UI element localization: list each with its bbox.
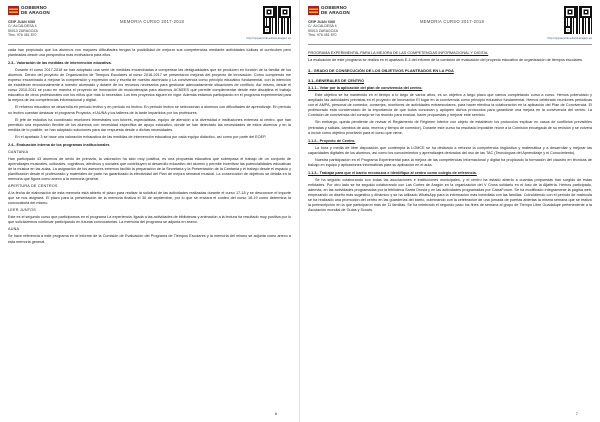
logo-line1: GOBIERNO	[321, 5, 347, 10]
memo-title: MEMORIA CURSO 2017-2018	[420, 19, 485, 24]
paragraph: Se hace referencia a este programa en el informe de la Comisión de Evaluación del Programa de Tiempos Escolares y la memoria del mismo se adjunta como anexo a esta memoria general.	[8, 234, 291, 244]
subsection-heading: 1.1.3.- Trabajar para que el barrio reconozca e identifique al centro como colegio de referencia.	[308, 170, 477, 175]
paragraph: Han participado 43 alumnos de sexto de primaria, la valoración ha sido muy positiva, es una propuesta educativa que sobrepasa el trabajo de un conjunto de aprendizajes musicales, culturales, cognitivos, afectivos y sociales que contribuyen al desarrollo educativo del alumno y permite incentivar las potencialidades educativas de la música en las aulas. La asignación de los asesores externos facilitó la preparación de la Secretaría y la Presentación de la Cantania y el trabajo desde el espacio y planificación desde el profesorado y materiales de parte ha garantizado la efectividad del Plan de mejora semanal musical. La consecución de objetivos se detalla en la memoria que figura como anexo a la memoria general.	[8, 156, 291, 182]
school-info	[308, 20, 338, 38]
page-header	[308, 6, 592, 48]
school-phone: Tfno. 976 451 870	[8, 33, 37, 38]
paragraph: cada han propiciado que los alumnos con mayores dificultades tengan la posibilidad de mejorar sus competencias mediante actividades lúdicas al curriculum pero planteadas desde una perspectiva más motivadora para ellos.	[8, 48, 291, 58]
paragraph: Sin embargo, queda pendiente de revisar el Reglamento de Régimen Interior con objeto de establecer los protocolos explicar en casos de conflictos previsibles (entradas y salidas, cambios de aula, recreos y tiempo de comedor). Durante este curso ha resultado imposible reunir a la Comisión encargada de su revisión y se volverá a incluir como objetivo prioritario para el curso que viene.	[308, 120, 592, 135]
school-city: 50013 ZARAGOZA	[308, 28, 338, 33]
paragraph: Se ha seguido colaborando con todas las asociaciones e instituciones municipales, y el centro ha estado abierto a cuantas propuestas han surgido de estas entidades. Por otro lado se ha seguido colaborando con Las Cortes de Aragón en la organización del V Cross solidario en el foso de la Aljafería. Hemos participado, además, en las actividades programadas por la biblioteca Santa Orosia y en las actividades programadas por CaixaForum. Se ha modificado íntegramente la página web, empezando un diseño más sugestivo y dinámico y se ha utilizado WhatsApp para la información más inmediata con las familias. Coincidiendo con el periodo de matrícula se ha realizado una promoción del centro en las guarderías del barrio, culminando con la celebración de una jornada de puertas abiertas la misma semana que se realizó la preinscripción en la que participaron más de 11 familias. Se ha celebrado el segundo paso los fines de semana al grupo de Tiempo Libre Guadalupe perteneciente a la Asociación mundial de Guías y Scouts.	[308, 177, 592, 213]
aragon-flag-icon	[8, 6, 19, 15]
section-heading: 3.- GRADO DE CONSECUCIÓN DE LOS OBJETIVOS PLANTEADOS EN LA PGA	[308, 68, 454, 74]
paragraph: Nuestra participación en el Programa Experimental para la mejora de las competencias informacional y digital ha propiciado la formación del claustro en técnicas de trabajo en equipo y aplicaciones informáticas para su aplicación en el aula.	[308, 157, 592, 167]
memo-title: MEMORIA CURSO 2017-2018	[120, 19, 185, 24]
program-title: PROGRAMA EXPERIMENTAL PARA LA MEJORA DE LAS COMPETENCIAS INFORMACIONAL Y DIGITAL	[308, 51, 489, 55]
gobierno-aragon-logo	[8, 6, 50, 15]
subheading: APERTURA DE CENTROS	[8, 184, 58, 189]
gobierno-aragon-logo	[308, 6, 350, 15]
paragraph: El refuerzo educativo se desarrolla en periodo lectivo y en periodo no lectivo. En periodo lectivo se seleccionan a alumnos con dificultades de aprendizaje. En periodo no lectivo cuentan destacar el programa Proyecta, el AUNA y los talleres de la tarde impartidos por los profesores.	[8, 105, 291, 115]
qr-code-icon	[564, 6, 592, 34]
school-url[interactable]: http://cpjuanxxiii.educa.aragon.es	[246, 36, 291, 40]
section-heading: 3.1.-GENERALES DE CENTRO	[308, 78, 364, 84]
subheading: CANTANIA	[8, 149, 29, 154]
section-heading: 2.3.- Valoración de las medidas de intervención educativa.	[8, 61, 112, 66]
school-address: C/. ALCALDESA 4	[8, 24, 37, 29]
logo-line2: DE ARAGON	[21, 9, 50, 15]
paragraph: En el apartado 3 se hace una valoración exhaustiva de las medidas de intervención educativa por cada equipo didáctico, así como por parte del EOEP.	[15, 134, 267, 139]
school-url[interactable]: http://cpjuanxxiii.educa.aragon.es	[547, 36, 592, 40]
header-divider	[308, 44, 592, 45]
school-address: C/. ALCALDESA 4	[308, 24, 337, 29]
page-number: 6	[274, 411, 277, 416]
subheading: LEER JUNTOS	[8, 208, 36, 213]
school-name: CEIP JUAN XXIII	[308, 20, 336, 24]
logo-line1: GOBIERNO	[21, 5, 47, 10]
aragon-flag-icon	[308, 6, 319, 15]
paragraph: La evaluación de este programa se realiza en el apartado E-4 del informe de la comisión de evaluación del proyecto educativo de organización de tiempos escolares.	[308, 58, 583, 63]
subheading: AUNA	[8, 227, 20, 232]
paragraph: Este es el segundo curso que participamos en el programa La experiencia, ligada a las actividades de bibliotecas y animación a la lectura ha resultado muy positiva por lo que solicitaremos continuar participando en futuras convocatorias. La memoria del programa se adjunta en anexo.	[8, 215, 291, 225]
paragraph: Este objetivo se ha mantenido en el tiempo a lo largo de varios años, es un objetivo a largo plazo que vamos completando curso a curso. Hemos potenciado y ampliado las actividades previstas en el proyecto de innovación El lugar en la convivencia como principio educativo fundamental. Hemos celebrado reuniones periódicas con el AMPA, personal de comedor, conserjes, monitores de actividades extraescolares, para hacer efectiva la colaboración en la aplicación del Plan de Convivencia. El profesorado está concienciado de la importancia de que todos conozcan y apliquen dichos protocolos para garantizar una mejora en la convivencia del centro. La Comisión de convivencia del consejo se ha reunido para evaluar, hacer propuestas y mejorar este servicio.	[308, 93, 592, 118]
paragraph: El jefe de estudios ha coordinado reuniones trimestrales con tutores, especialistas, equipo de atención a la diversidad e instituciones externas al centro, que han permitido una exposición flexible de los alumnos con necesidad específica de apoyo educativo, donde se han detectado las necesidades de estos alumnos y en la medida de lo posible, se han adoptado soluciones para dar respuesta desde o dichas necesidades.	[8, 117, 291, 132]
page-body	[308, 51, 592, 213]
paragraph: Durante el curso 2017-2018 se han adoptado una serie de medidas encaminadas a compensar las desigualdades que se producen en función de la familia de los alumnos. Dentro del proyecto de Organización de Tiempos Escolares al curso 2016-2017 se presentaron mejoras del proyecto de innovación: Como comprendo me expreso encaminado a mejorar la comprensión y expresión oral y escrita de nuestro alumnado y La convivencia como principio educativo fundamental, con la intención de establecer emocionalmente a nuestro alumnado y dotarle de los recursos necesarios para gestionar adecuadamente situaciones de conflicto. Así mismo, desde el curso 2010-2011 se puso en marcha el proyecto de innovación de musicoterapia para alumnos ACNEES que permite complementar desde este disciplina el trabajo educativo de otros profesionales con los niños que más lo necesitan. Los tres proyectos siguen en vigor. Además estamos participando en el programa experimental para la mejora de las competencias informacional y digital.	[8, 68, 291, 103]
school-info	[8, 20, 38, 38]
page-header	[8, 6, 291, 48]
paragraph: La hora y media de libre disposición que contempla la LOMCE se ha dedicado a reforzar la competencia lingüística y matemática y a desarrollar y mejorar las capacidades digitales de los alumnos, así como los conocimientos y aprendizajes derivados del uso de las TAC (Tecnologías del Aprendizaje y el Conocimiento).	[308, 145, 592, 155]
subsection-heading: 1.1.2.- Proyecto de Centro.	[308, 138, 356, 143]
page-right	[300, 0, 600, 422]
page-number: 7	[575, 411, 578, 416]
subsection-heading: 3.1.1.- Velar por la aplicación del plan de convivencia del centro.	[308, 86, 423, 91]
school-phone: Tfno. 976 451 870	[308, 33, 337, 38]
page-body	[8, 48, 291, 245]
section-heading: 2.4.- Evaluación interna de los programas institucionales	[8, 142, 110, 147]
qr-code-icon	[263, 6, 291, 34]
paragraph: A la fecha de elaboración de esta memoria está abierto el plazo para realizar la solicitud de las actividades realizadas durante el curso 17-18 y se desconoce el importe que se nos asignará. El plazo para la presentación de la memoria finaliza el 30 de septiembre, por lo que se enviará el conteo del curso 18-19 como determina la convocatoria del mismo.	[8, 191, 291, 206]
logo-line2: DE ARAGON	[321, 9, 350, 15]
school-name: CEIP JUAN XXIII	[8, 20, 36, 24]
header-divider	[8, 44, 291, 45]
school-city: 50013 ZARAGOZA	[8, 28, 38, 33]
